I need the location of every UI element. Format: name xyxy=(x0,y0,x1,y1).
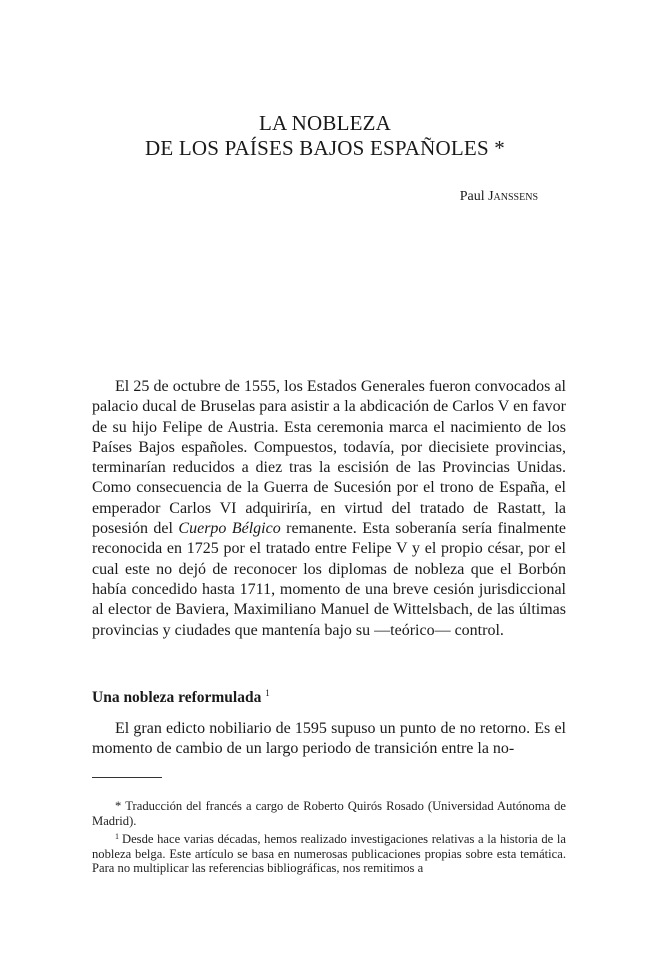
author-last-name: Janssens xyxy=(488,189,538,204)
intro-italic-term: Cuerpo Bélgico xyxy=(178,520,281,538)
title-line-1: LA NOBLEZA xyxy=(258,111,392,135)
section-body xyxy=(92,719,566,760)
section-heading xyxy=(92,683,566,708)
chapter-title xyxy=(0,111,650,161)
footnote-1-mark: 1 xyxy=(115,832,119,842)
footnotes xyxy=(92,799,566,878)
footnote-translation xyxy=(92,799,566,828)
footnote-1 xyxy=(92,830,566,876)
intro-section xyxy=(92,377,566,641)
section-paragraph: El gran edicto nobiliario de 1595 supuso un punto de no retorno. Es el momento de cambio de un largo periodo de transición entre la no- xyxy=(92,720,566,758)
author-first-name: Paul xyxy=(459,189,485,204)
author-name xyxy=(380,188,538,206)
intro-text-part-1: El 25 de octubre de 1555, los Estados Generales fueron convocados al palacio ducal de Bruselas para asistir a la abdicación de Carlos V en favor de su hijo Felipe de Austria. Esta ceremonia marca el nacimiento de los Países Bajos españoles. Compuestos, todavía, por diecisiete provincias, terminarían reducidos a diez tras la escisión de las Provincias Unidas. Como consecuencia de la Guerra de Sucesión por el trono de España, el emperador Carlos VI adquiriría, en virtud del tratado de Rastatt, la posesión del xyxy=(92,378,566,538)
title-line-2: DE LOS PAÍSES BAJOS ESPAÑOLES * xyxy=(145,136,505,160)
footnote-1-text: Desde hace varias décadas, hemos realizado investigaciones relativas a la historia de la nobleza belga. Este artículo se basa en numerosas publicaciones propias sobre esta temática. Para no multiplicar las referencias bibliográficas, nos remitimos a xyxy=(92,832,566,876)
footnote-translation-text: Traducción del francés a cargo de Roberto Quirós Rosado (Universidad Autónoma de Madrid). xyxy=(92,799,566,828)
section-heading-note-ref: 1 xyxy=(265,688,270,698)
intro-paragraph xyxy=(92,377,566,641)
section-heading-text: Una nobleza reformulada xyxy=(92,689,262,706)
footnote-separator xyxy=(92,777,162,778)
intro-text-part-2: remanente. Esta soberanía sería finalmente reconocida en 1725 por el tratado entre Felipe V y el propio césar, por el cual este no dejó de reconocer los diplomas de nobleza que el Borbón había concedido hasta 1711, momento de una breve cesión jurisdiccional al elector de Baviera, Maximiliano Manuel de Wittelsbach, de las últimas provincias y ciudades que mantenía bajo su —teórico— control. xyxy=(92,520,567,639)
footnote-asterisk-mark: * xyxy=(115,799,122,813)
